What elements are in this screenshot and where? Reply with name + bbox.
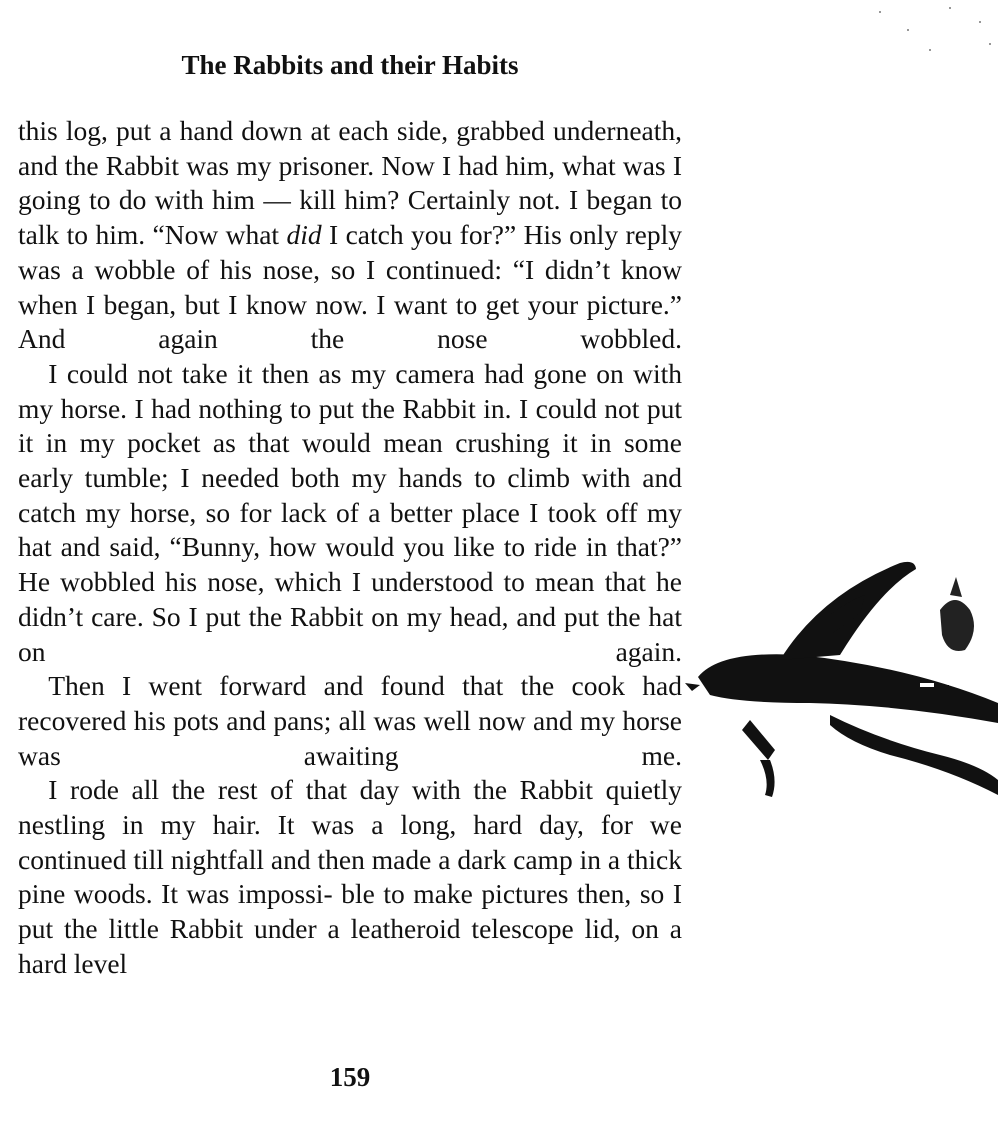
text-line: was a wobble of his nose, so I continued: “I didn’t (18, 253, 611, 285)
text-line: head, and put the hat on again. (18, 600, 683, 667)
text-line: and my horse was awaiting me. (18, 704, 682, 771)
text-line: ble to make pictures then, so I put the little Rabbit (18, 878, 683, 945)
running-header: The Rabbits and their Habits (181, 50, 519, 80)
text-line: I catch you for?” His only reply (321, 219, 682, 251)
text-line: underneath, and the Rabbit was my prisoner. (18, 115, 682, 181)
text-line: know when I began, but I know now. I want to (18, 253, 682, 320)
paragraph-4 (18, 773, 682, 981)
text-line: quietly nestling in my hair. It was a long, hard (18, 774, 682, 841)
text-line: day, for we continued till nightfall and then made a (18, 809, 682, 875)
text-line: He wobbled his nose, which I understood to mean (18, 566, 595, 598)
text-line: had recovered his pots and pans; all was well now (18, 670, 683, 736)
text-line: so for lack of a better place I took off my hat and (18, 496, 682, 563)
text-line: that he didn’t care. So I put the Rabbit on my (18, 566, 682, 632)
paper-specks (860, 0, 1000, 60)
text-line: mean crushing it in some early tumble; I needed (18, 427, 683, 494)
text-line: both my hands to climb with and catch my horse, (18, 462, 682, 528)
page-number: 159 (329, 1062, 371, 1092)
paragraph-2 (18, 357, 682, 669)
rabbit-on-hat-sketch (680, 555, 1000, 815)
body-text (18, 114, 682, 982)
text-line: under a leatheroid telescope lid, on a hard level (18, 913, 682, 979)
text-line: I could not take it then as my camera had gone (48, 357, 587, 389)
text-line: in. I could not put it in my pocket as that would (18, 392, 682, 459)
text-line: I rode all the rest of that day with the Rabbit (48, 774, 593, 806)
italic-word: did (286, 219, 322, 251)
text-line: this log, put a hand down at each side, grabbed (18, 115, 545, 146)
text-line: get your picture.” And again the nose wobbled. (18, 288, 682, 355)
text-line: on with my horse. I had nothing to put the Rabbit (18, 357, 683, 424)
paragraph-3 (18, 669, 682, 773)
text-line: Then I went forward and found that the cook (48, 670, 625, 702)
text-line: dark camp in a thick pine woods. It was impossi- (18, 843, 683, 910)
paragraph-1 (18, 114, 682, 357)
text-line: said, “Bunny, how would you like to ride in that?” (109, 531, 682, 563)
text-line: Now I had him, what was I going to do with him — (18, 149, 683, 216)
text-line: “Now what (152, 219, 287, 251)
text-line: kill him? Certainly not. I began to talk to him. (18, 184, 683, 251)
